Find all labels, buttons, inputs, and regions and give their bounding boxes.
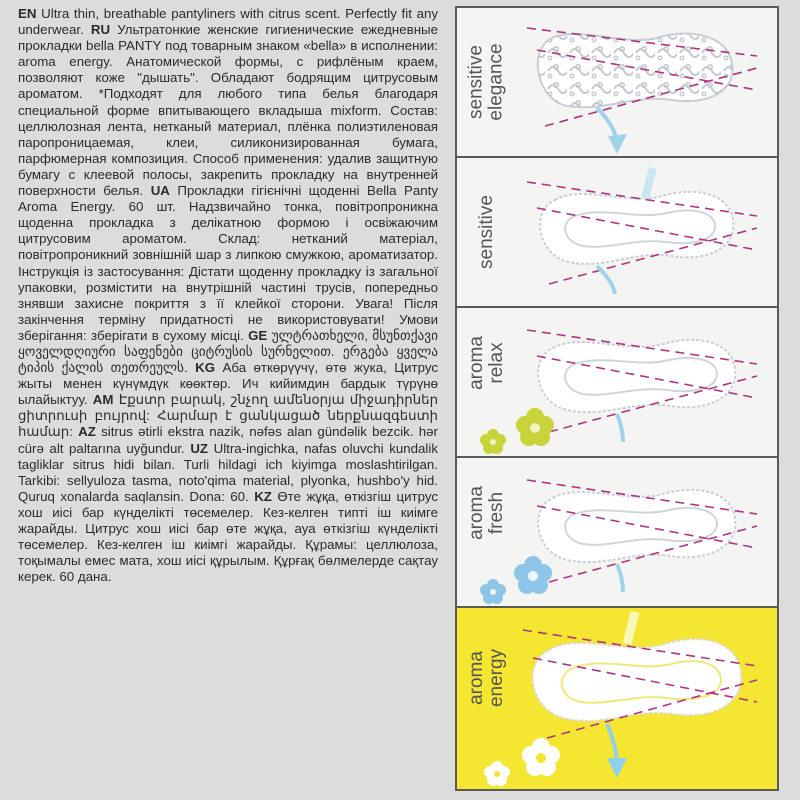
lang-code-uz: UZ [190, 440, 209, 456]
arrow-icon [645, 168, 653, 198]
arrow-icon [617, 564, 623, 592]
text-en: Ultra thin, breathable pantyliners with citrus scent. Perfectly fit any underwear. [18, 6, 439, 38]
lang-code-az: AZ [78, 424, 96, 440]
variant-label-line1: aroma [466, 486, 488, 540]
arrow-head-icon [607, 758, 627, 778]
variant-label-line2: energy [486, 648, 508, 708]
pantyliner-shape [538, 340, 735, 412]
flower-icon [480, 429, 506, 454]
variant-panel-aroma-relax [455, 306, 779, 458]
lang-code-kg: KG [195, 360, 216, 376]
text-kg: Аба өткөрүүчү, өтө жука, Цитрус жыты менен күнүмдүк көөктөр. Ич кийимдин бардык түрүнө ылайыктуу. [18, 360, 438, 408]
variant-label-line1: aroma [466, 651, 488, 705]
variant-label-line2: relax [486, 342, 508, 384]
product-description [18, 6, 438, 798]
variant-panel-aroma-fresh [455, 456, 779, 608]
variant-panel-sensitive-elegance [455, 6, 779, 158]
lang-code-am: AM [92, 392, 114, 408]
text-kz: Өте жұқа, өткізгіш цитрус хош иісі бар күнделікті төсемелер. Кез-келген типті іш киімге жарайды. Цитрус хош иісі бар өте жұқа, ауа өткізгіш күнделікті төсемелер. Кез-келген іш киімгі жарайды. Құрамы: целлюлоза, тоқымалы емес мата, хош иісі құрылым. Құрғақ бөлмелерде сақтау керек. 60 дана. [18, 488, 438, 585]
text-ge: ულტრათხელი, მსუნთქავი ყოველდღიური საფენები ციტრუსის სურნელით. ერგება ყველა ტიპის ქალის თეთრეულს. [18, 327, 438, 376]
variant-panel-sensitive [455, 156, 779, 308]
lang-code-ru: RU [90, 22, 111, 38]
pantyliner-shape [533, 639, 742, 721]
flower-icon [516, 408, 554, 446]
variant-label [463, 308, 511, 418]
text-ru: Ультратонкие женские гигиенические ежедневные прокладки bella PANTY под товарным знаком «bella» в исполнении: aroma energy. Анатомической формы, с рифлёным краем, позволяют коже "дышать". Обладают бодрящим цитрусовым ароматом. *Подходят для любого типа белья благодаря специальной форме впитывающего вкладыша mixform. Состав: целлюлозная лента, нетканый материал, плёнка полиэтиленовая паропроницаемая, клеи, силиконизированная бумага, парфюмерная композиция. Способ применения: удалив защитную бумагу с клеевой полосы, закрепить прокладку на внутренней поверхности белья. [18, 22, 438, 199]
text-az: sitrus ətirli ekstra nazik, nəfəs alan gündəlik bezcik. hər cürə alt paltarına uyğundur. [18, 424, 438, 456]
en-paragraph [18, 6, 438, 585]
lang-code-ge: GE [248, 327, 268, 343]
text-am: Էքստր բարակ, շնչող ամենօրյա միջադիրներ ցիտրուսի բույրով: Հարմար է ցանկացած ներքնազգեստի համար: [18, 392, 439, 440]
flower-icon [480, 579, 506, 604]
lace-pattern [538, 34, 733, 108]
variant-label-line2: elegance [486, 43, 507, 121]
variant-label [463, 608, 511, 748]
arrow-icon [627, 612, 635, 644]
variant-label-line1: sensitive [466, 45, 487, 119]
arrow-icon [597, 266, 615, 294]
variant-label [463, 458, 511, 568]
product-variants [455, 6, 779, 791]
variant-panel-aroma-energy [455, 606, 779, 791]
text-uz: Ultra-ingichka, nafas oluvchi kundalik tagliklar sitrus hidi bilan. Turli hildagi ich kiyimga moslashtirilgan. Tarkibi: sellyuloza tasma, noto'qima material, plyonka, hushbo'y hid. Quruq xonalarda saqlansin. Dona: 60. [18, 440, 438, 504]
lang-code-en: EN [18, 6, 37, 21]
arrow-icon [617, 414, 623, 442]
lang-code-kz: KZ [254, 488, 272, 504]
flower-icon [484, 761, 510, 786]
pantyliner-shape [540, 192, 733, 264]
arrow-head-icon [608, 134, 627, 154]
text-ua: Прокладки гігієнічні щоденні Bella Panty Aroma Energy. 60 шт. Надзвичайно тонка, повітропроникна щоденна прокладка з делікатною формою і освіжаючим цитрусовим ароматом. Склад: нетканий матеріал, повітропроникний зовнішній шар з липкою смужкою, ароматизатор. Інструкція із застосування: Дістати щоденну прокладку із загальної упаковки, розмістити на внутрішній частині трусів, попередньо знявши захисне покриття з її клейкої сторони. Увага! Після закінчення терміну придатності не використовувати! Умови зберігання: зберігати в сухому місці. [18, 183, 439, 343]
flower-icon [514, 556, 552, 594]
variant-label [463, 158, 511, 306]
variant-label-line2: fresh [486, 491, 508, 535]
flower-icon [522, 738, 560, 776]
variant-label-line1: aroma [466, 336, 488, 390]
pantyliner-shape [538, 490, 735, 562]
variant-label [463, 8, 511, 156]
lang-code-ua: UA [150, 183, 170, 199]
variant-label-line1: sensitive [476, 195, 498, 269]
